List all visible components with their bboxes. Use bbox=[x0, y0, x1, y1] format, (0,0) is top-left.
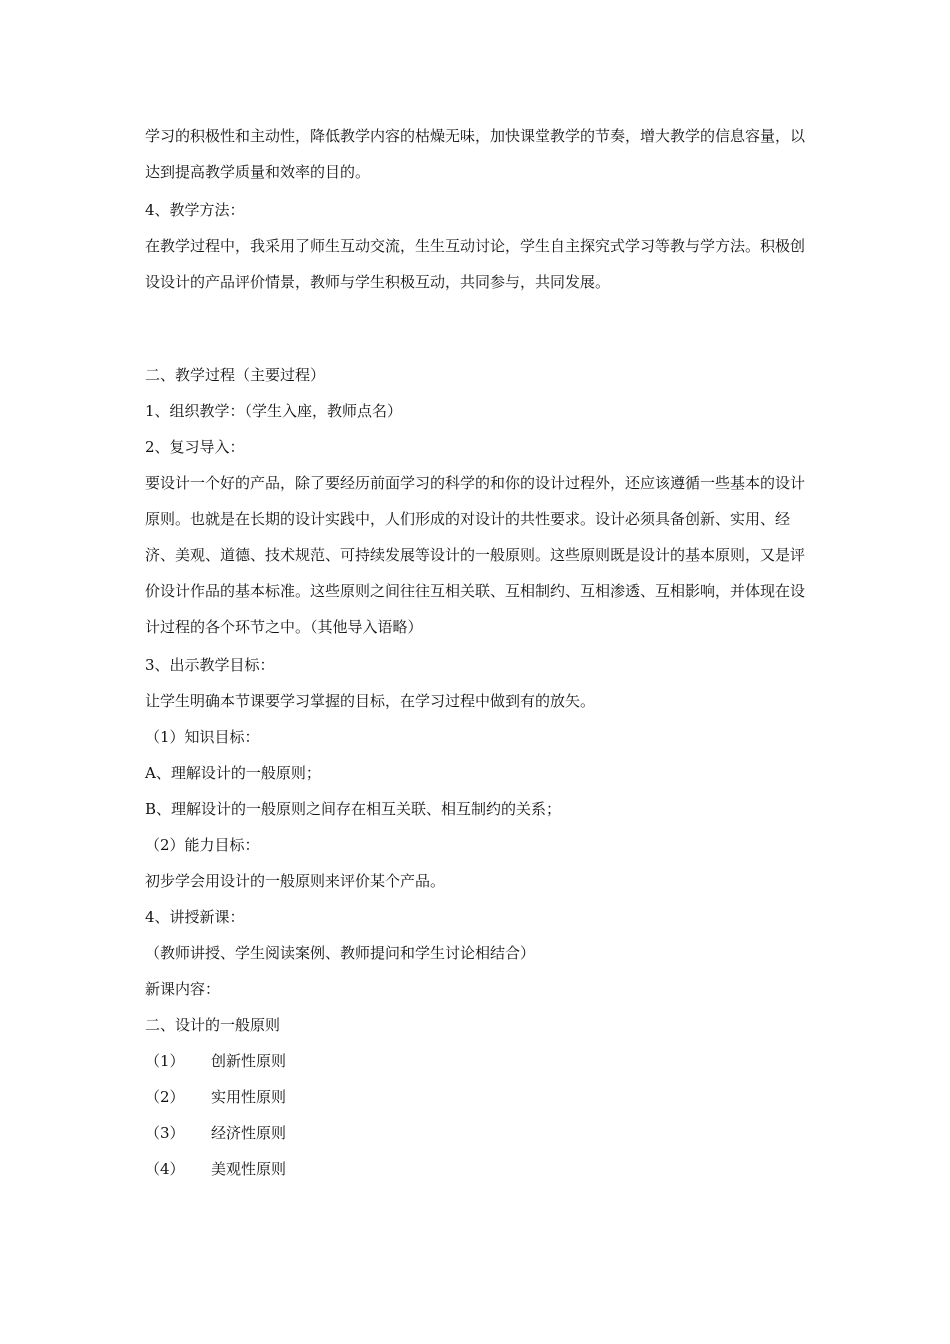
review-paragraph: 要设计一个好的产品，除了要经历前面学习的科学的和你的设计过程外，还应该遵循一些基本的设计原则。也就是在长期的设计实践中，人们形成的对设计的共性要求。设计必须具备创新、实用、经济、美观、道德、技术规范、可持续发展等设计的一般原则。这些原则既是设计的基本原则，又是评价设计作品的基本标准。这些原则之间往往互相关联、互相制约、互相渗透、互相影响，并体现在设计过程的各个环节之中。（其他导入语略） bbox=[145, 474, 806, 636]
step-organize-teaching: 1、组织教学：（学生入座，教师点名） bbox=[145, 402, 403, 420]
list-item-label: 经济性原则 bbox=[211, 1124, 287, 1142]
heading-teaching-methods: 4、教学方法： bbox=[145, 201, 245, 219]
goal-knowledge-b: B、理解设计的一般原则之间存在相互关联、相互制约的关系； bbox=[145, 800, 562, 818]
list-item bbox=[145, 1088, 805, 1106]
list-item-number: （4） bbox=[145, 1160, 185, 1178]
new-content-label: 新课内容： bbox=[145, 980, 221, 998]
intro-paragraph: 学习的积极性和主动性，降低教学内容的枯燥无味，加快课堂教学的节奏，增大教学的信息容量，以达到提高教学质量和效率的目的。 bbox=[145, 127, 806, 181]
goal-ability-heading: （2）能力目标： bbox=[145, 836, 260, 854]
step-show-goals: 3、出示教学目标： bbox=[145, 656, 275, 674]
document-page bbox=[145, 120, 805, 1178]
list-item bbox=[145, 1052, 805, 1070]
teaching-methods-paragraph: 在教学过程中，我采用了师生互动交流，生生互动讨论，学生自主探究式学习等教与学方法。积极创设设计的产品评价情景，教师与学生积极互动，共同参与，共同发展。 bbox=[145, 237, 806, 291]
step-review-intro: 2、复习导入： bbox=[145, 438, 245, 456]
list-item bbox=[145, 1160, 805, 1178]
list-item-label: 创新性原则 bbox=[211, 1052, 287, 1070]
list-item-number: （1） bbox=[145, 1052, 185, 1070]
heading-teaching-process: 二、教学过程（主要过程） bbox=[145, 366, 326, 384]
step-new-lesson: 4、讲授新课： bbox=[145, 908, 245, 926]
list-item-number: （3） bbox=[145, 1124, 185, 1142]
list-item bbox=[145, 1124, 805, 1142]
list-item-label: 实用性原则 bbox=[211, 1088, 287, 1106]
goal-knowledge-heading: （1）知识目标： bbox=[145, 728, 260, 746]
goal-knowledge-a: A、理解设计的一般原则； bbox=[145, 764, 321, 782]
list-item-number: （2） bbox=[145, 1088, 185, 1106]
goal-intro-text: 让学生明确本节课要学习掌握的目标，在学习过程中做到有的放矢。 bbox=[145, 692, 596, 710]
new-lesson-note: （教师讲授、学生阅读案例、教师提问和学生讨论相结合） bbox=[145, 944, 536, 962]
list-item-label: 美观性原则 bbox=[211, 1160, 287, 1178]
goal-ability-text: 初步学会用设计的一般原则来评价某个产品。 bbox=[145, 872, 446, 890]
principles-title: 二、设计的一般原则 bbox=[145, 1016, 281, 1034]
